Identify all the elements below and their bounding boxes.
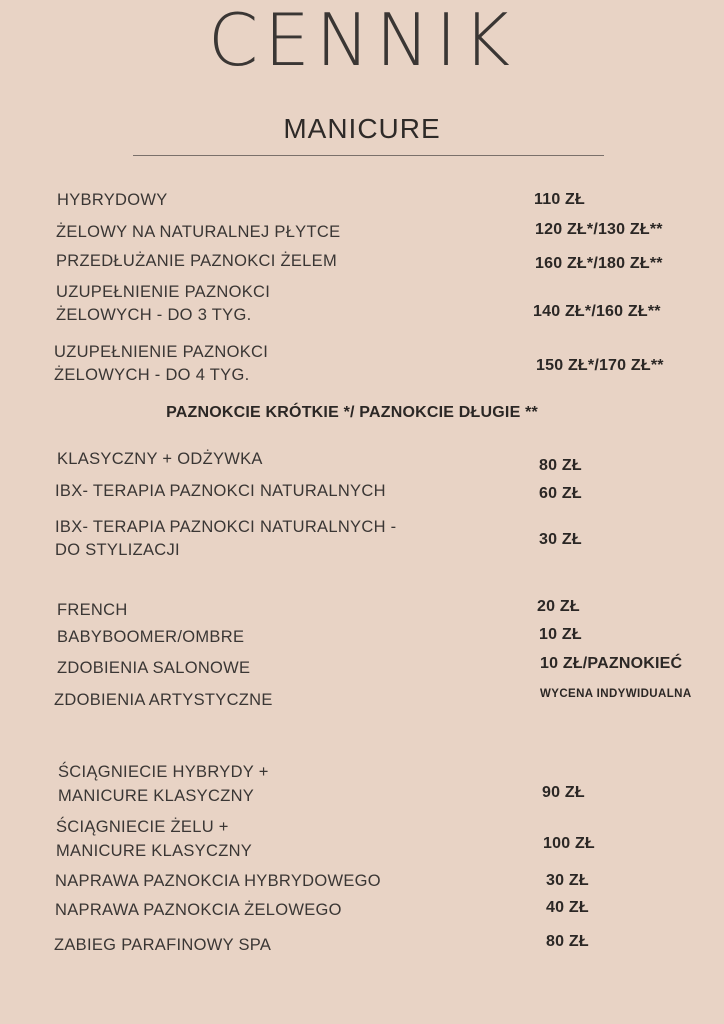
section-title: MANICURE	[283, 113, 441, 144]
item-price: 30 ZŁ	[546, 872, 589, 889]
item-name: NAPRAWA PAZNOKCIA ŻELOWEGO	[55, 901, 342, 919]
item-name: ZDOBIENIA ARTYSTYCZNE	[54, 691, 273, 709]
item-name: KLASYCZNY + ODŻYWKA	[57, 450, 263, 468]
item-name: IBX- TERAPIA PAZNOKCI NATURALNYCH	[55, 482, 386, 500]
item-price: WYCENA INDYWIDUALNA	[540, 688, 692, 700]
item-name: ŚCIĄGNIECIE ŻELU + MANICURE KLASYCZNY	[56, 818, 253, 860]
item-name: ZABIEG PARAFINOWY SPA	[54, 936, 272, 954]
item-price: 140 ZŁ*/160 ZŁ**	[533, 303, 661, 320]
item-price: 90 ZŁ	[542, 784, 585, 801]
size-legend: PAZNOKCIE KRÓTKIE */ PAZNOKCIE DŁUGIE **	[166, 404, 538, 421]
divider	[133, 155, 604, 156]
item-price: 80 ZŁ	[546, 933, 589, 950]
item-price: 10 ZŁ/PAZNOKIEĆ	[540, 655, 683, 672]
item-name: ŚCIĄGNIECIE HYBRYDY + MANICURE KLASYCZNY	[58, 763, 269, 805]
item-name: UZUPEŁNIENIE PAZNOKCI ŻELOWYCH - DO 4 TYG.	[54, 343, 269, 384]
item-name: HYBRYDOWY	[57, 191, 168, 209]
item-price: 40 ZŁ	[546, 899, 589, 916]
item-price: 120 ZŁ*/130 ZŁ**	[535, 221, 663, 238]
item-price: 110 ZŁ	[534, 191, 586, 208]
item-price: 160 ZŁ*/180 ZŁ**	[535, 255, 663, 272]
item-name: UZUPEŁNIENIE PAZNOKCI ŻELOWYCH - DO 3 TYG.	[56, 283, 271, 324]
item-name: BABYBOOMER/OMBRE	[57, 628, 245, 646]
item-name: ZDOBIENIA SALONOWE	[57, 659, 251, 677]
item-price: 30 ZŁ	[539, 531, 582, 548]
item-name: FRENCH	[57, 601, 128, 619]
item-price: 20 ZŁ	[537, 598, 580, 615]
item-name: NAPRAWA PAZNOKCIA HYBRYDOWEGO	[55, 872, 381, 890]
item-price: 60 ZŁ	[539, 485, 582, 502]
item-price: 10 ZŁ	[539, 626, 582, 643]
item-price: 150 ZŁ*/170 ZŁ**	[536, 357, 664, 374]
page-title: CENNIK	[208, 0, 516, 82]
item-price: 100 ZŁ	[543, 835, 595, 852]
item-price: 80 ZŁ	[539, 457, 582, 474]
item-name: PRZEDŁUŻANIE PAZNOKCI ŻELEM	[56, 252, 338, 270]
item-name: ŻELOWY NA NATURALNEJ PŁYTCE	[56, 223, 341, 241]
item-name: IBX- TERAPIA PAZNOKCI NATURALNYCH - DO STYLIZACJI	[55, 518, 397, 559]
